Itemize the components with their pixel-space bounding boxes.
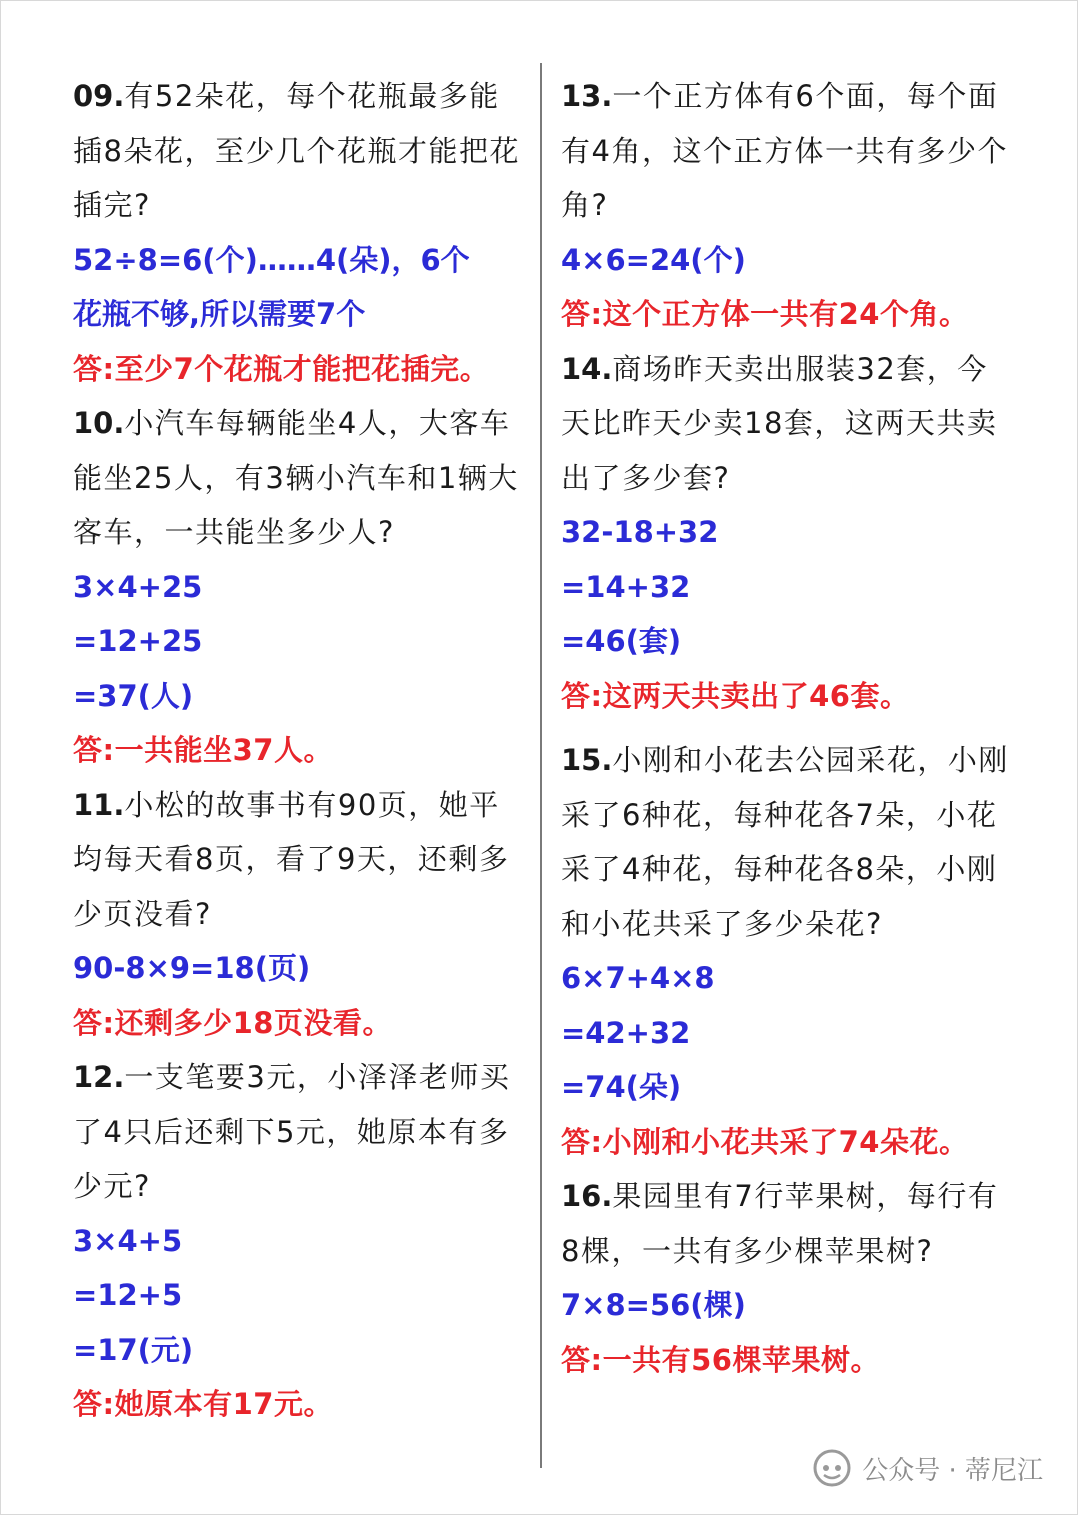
problem-number: 10.	[73, 406, 125, 440]
question-body: 有52朵花，每个花瓶最多能插8朵花，至少几个花瓶才能把花插完?	[73, 79, 520, 222]
question-text	[561, 733, 1013, 951]
problem-number: 15.	[561, 743, 613, 777]
problem-12	[73, 1050, 525, 1432]
problem-09	[73, 69, 525, 396]
question-body: 商场昨天卖出服装32套，今天比昨天少卖18套，这两天共卖出了多少套?	[561, 351, 998, 495]
question-text	[73, 69, 525, 233]
solution-step: 52÷8=6(个)……4(朵)，6个	[73, 242, 470, 277]
problem-13	[561, 69, 1013, 342]
solution-step: 3×4+5	[73, 1223, 183, 1258]
solution-step: 3×4+25	[73, 569, 203, 604]
solution-step: =74(朵)	[561, 1070, 682, 1104]
question-text	[73, 778, 525, 942]
answer-line: 答:一共有56棵苹果树。	[561, 1342, 880, 1377]
question-body: 小汽车每辆能坐4人，大客车能坐25人，有3辆小汽车和1辆大客车，一共能坐多少人?	[73, 406, 519, 549]
solution-step: 32-18+32	[561, 515, 719, 549]
question-text	[73, 1050, 525, 1214]
left-column	[73, 69, 525, 1432]
problem-11	[73, 778, 525, 1051]
solution-step: =14+32	[561, 569, 691, 604]
question-body: 一个正方体有6个面，每个面有4角，这个正方体一共有多少个角?	[561, 79, 1008, 222]
column-divider	[540, 63, 542, 1468]
solution-step: 90-8×9=18(页)	[73, 951, 311, 985]
question-text	[561, 69, 1013, 233]
solution-step: =12+25	[73, 624, 203, 658]
problem-number: 14.	[561, 351, 613, 386]
solution-step: =12+5	[73, 1278, 183, 1312]
problem-number: 11.	[73, 787, 125, 822]
solution-step: =37(人)	[73, 678, 194, 713]
problem-15	[561, 733, 1013, 1169]
problem-number: 12.	[73, 1060, 125, 1094]
solution-step: =42+32	[561, 1015, 691, 1050]
question-body: 小松的故事书有90页，她平均每天看8页，看了9天，还剩多少页没看?	[73, 787, 510, 931]
solution-step: 花瓶不够,所以需要7个	[73, 297, 366, 331]
answer-line: 答:这两天共卖出了46套。	[561, 678, 910, 713]
problem-10	[73, 396, 525, 778]
answer-line: 答:小刚和小花共采了74朵花。	[561, 1124, 969, 1159]
answer-line: 答:至少7个花瓶才能把花插完。	[73, 351, 490, 386]
answer-line: 答:一共能坐37人。	[73, 733, 333, 767]
problem-number: 09.	[73, 79, 125, 113]
problem-14	[561, 342, 1013, 724]
watermark-text: 公众号 · 蒂尼江	[862, 1455, 1043, 1486]
question-text	[561, 1169, 1013, 1278]
answer-line: 答:这个正方体一共有24个角。	[561, 297, 969, 331]
solution-step: 7×8=56(棵)	[561, 1288, 746, 1322]
solution-step: 6×7+4×8	[561, 961, 715, 995]
question-body: 果园里有7行苹果树，每行有8棵，一共有多少棵苹果树?	[561, 1179, 999, 1268]
solution-step: 4×6=24(个)	[561, 242, 746, 277]
question-text	[561, 342, 1013, 506]
right-column	[561, 69, 1013, 1387]
problem-number: 13.	[561, 79, 613, 113]
solution-step: =46(套)	[561, 624, 682, 658]
solution-step: =17(元)	[73, 1332, 194, 1367]
answer-line: 答:还剩多少18页没看。	[73, 1005, 392, 1040]
problem-number: 16.	[561, 1179, 613, 1213]
spacer	[561, 723, 1013, 733]
problem-16	[561, 1169, 1013, 1387]
question-text	[73, 396, 525, 560]
question-body: 小刚和小花去公园采花，小刚采了6种花，每种花各7朵，小花采了4种花，每种花各8朵，小刚和小花共采了多少朵花?	[561, 743, 1009, 941]
wechat-official-account-icon	[812, 1448, 852, 1488]
question-body: 一支笔要3元，小泽泽老师买了4只后还剩下5元，她原本有多少元?	[73, 1060, 511, 1203]
watermark	[812, 1448, 1043, 1488]
answer-line: 答:她原本有17元。	[73, 1387, 333, 1421]
